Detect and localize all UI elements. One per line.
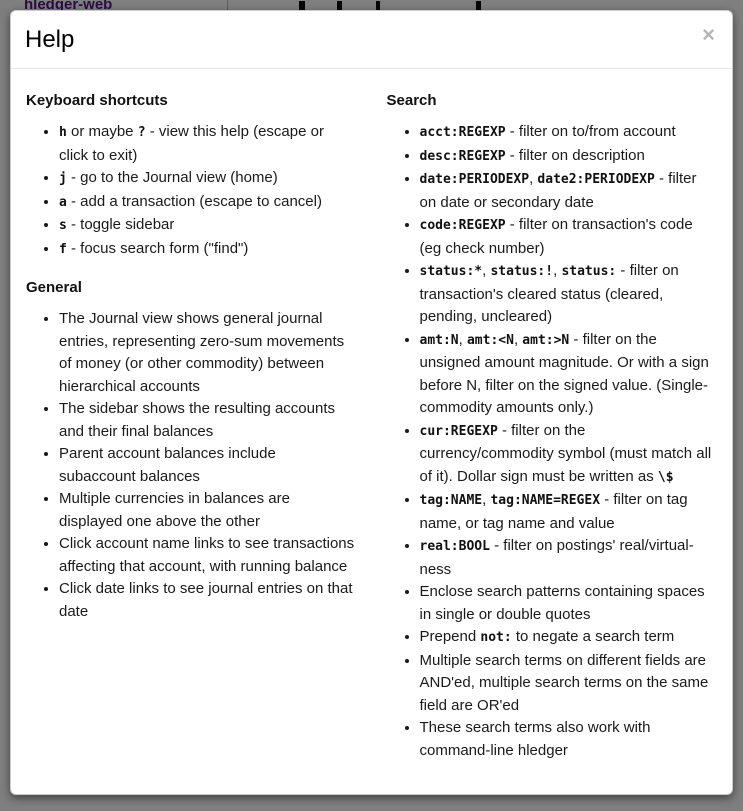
code-term: date2:PERIODEXP xyxy=(537,172,655,187)
modal-header xyxy=(11,11,732,69)
list-item: • status:*, status:!, status: - filter on transaction's cleared status (cleared, pending, uncleared) xyxy=(420,260,718,329)
list-item: • s - toggle sidebar xyxy=(59,214,357,238)
list-item: • These search terms also work with command-line hledger xyxy=(420,717,718,762)
list-item: • Prepend not: to negate a search term xyxy=(420,626,718,650)
list-item: • f - focus search form ("find") xyxy=(59,238,357,262)
list-item: • Click account name links to see transactions affecting that account, with running balance xyxy=(59,533,357,578)
right-column xyxy=(372,84,718,780)
search-list xyxy=(387,121,718,762)
list-item: • date:PERIODEXP, date2:PERIODEXP - filter on date or secondary date xyxy=(420,168,718,214)
code-term: h xyxy=(59,125,67,140)
code-term: code:REGEXP xyxy=(419,218,506,233)
help-modal xyxy=(10,10,733,795)
code-term: amt:>N xyxy=(522,332,570,348)
code-term: tag:NAME=REGEX xyxy=(490,493,601,508)
code-term: desc:REGEXP xyxy=(419,148,506,164)
code-term: amt:N xyxy=(419,332,459,348)
list-item: • h or maybe ? - view this help (escape or click to exit) xyxy=(59,121,357,167)
list-item: • a - add a transaction (escape to cancel) xyxy=(59,191,357,215)
list-item: • Multiple search terms on different fields are AND'ed, multiple search terms on the same field are OR'ed xyxy=(420,650,718,718)
code-term: tag:NAME xyxy=(419,493,483,508)
code-term: f xyxy=(59,241,67,257)
code-term: amt:<N xyxy=(466,332,514,348)
list-item: • Multiple currencies in balances are displayed one above the other xyxy=(59,488,357,533)
list-item: • Parent account balances include subaccount balances xyxy=(59,443,357,488)
code-term: real:BOOL xyxy=(419,539,490,554)
code-term: cur:REGEXP xyxy=(419,423,498,439)
modal-title: Help xyxy=(25,26,75,53)
code-term: acct:REGEXP xyxy=(419,125,506,140)
general-list xyxy=(26,308,357,623)
list-item: • Click date links to see journal entries on that date xyxy=(59,578,357,623)
list-item: • j - go to the Journal view (home) xyxy=(59,167,357,191)
keyboard-shortcuts-list xyxy=(26,121,357,261)
left-column xyxy=(26,84,372,780)
search-heading: Search xyxy=(386,92,437,109)
code-term: status:* xyxy=(419,264,483,279)
list-item: • tag:NAME, tag:NAME=REGEX - filter on tag name, or tag name and value xyxy=(420,489,718,535)
list-item: • Enclose search patterns containing spaces in single or double quotes xyxy=(420,581,718,626)
code-term: a xyxy=(59,194,67,210)
list-item: • The sidebar shows the resulting accounts and their final balances xyxy=(59,398,357,443)
code-term: status:! xyxy=(490,264,554,279)
list-item: • code:REGEXP - filter on transaction's code (eg check number) xyxy=(420,214,718,260)
modal-body xyxy=(11,69,732,795)
list-item: • desc:REGEXP - filter on description xyxy=(420,145,718,169)
list-item: • amt:N, amt:<N, amt:>N - filter on the unsigned amount magnitude. Or with a sign before N, filter on the signed value. (Single-commodity amounts only.) xyxy=(420,329,718,420)
code-term: j xyxy=(59,171,67,186)
code-term: date:PERIODEXP xyxy=(419,172,530,187)
list-item: • cur:REGEXP - filter on the currency/commodity symbol (must match all of it). Dollar sign must be written as \$ xyxy=(420,420,718,490)
code-term: s xyxy=(59,218,67,233)
list-item: • The Journal view shows general journal entries, representing zero-sum movements of money (or other commodity) between hierarchical accounts xyxy=(59,308,357,398)
list-item: • real:BOOL - filter on postings' real/virtual-ness xyxy=(420,535,718,581)
general-heading: General xyxy=(26,279,82,296)
close-icon[interactable]: × xyxy=(702,22,715,47)
code-term: status: xyxy=(561,264,617,279)
keyboard-shortcuts-heading: Keyboard shortcuts xyxy=(26,92,168,109)
list-item: • acct:REGEXP - filter on to/from account xyxy=(420,121,718,145)
code-term: ? xyxy=(137,125,146,140)
code-term: \$ xyxy=(657,469,674,485)
code-term: not: xyxy=(480,630,512,645)
